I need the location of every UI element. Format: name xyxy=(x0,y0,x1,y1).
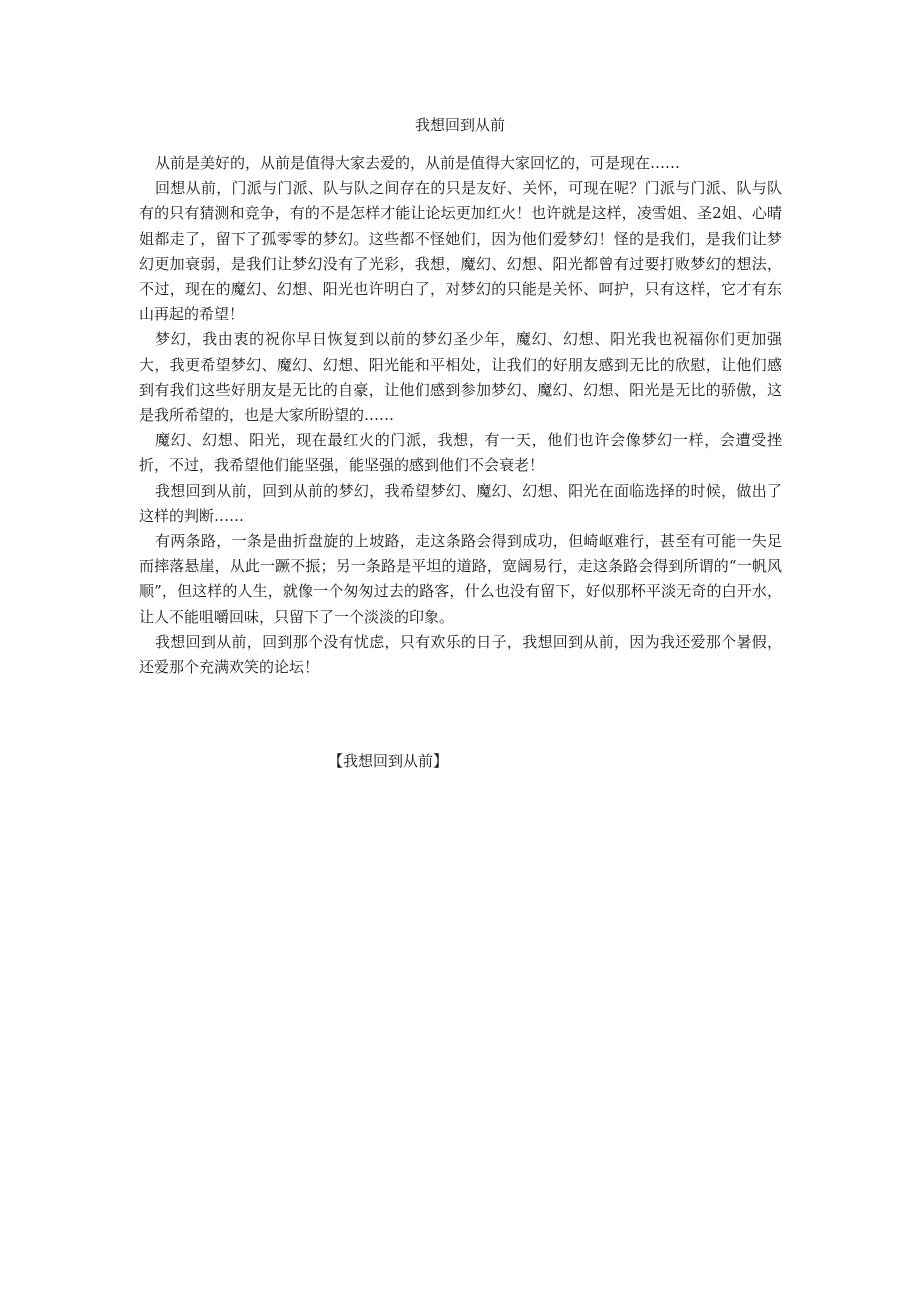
paragraph: 从前是美好的，从前是值得大家去爱的，从前是值得大家回忆的，可是现在…… xyxy=(155,154,681,172)
paragraph: 我想回到从前，回到从前的梦幻，我希望梦幻、魔幻、幻想、阳光在面临选择的时候，做出了这样的判断…… xyxy=(139,481,782,525)
paragraph: 回想从前，门派与门派、队与队之间存在的只是友好、关怀，可现在呢？门派与门派、队与队有的只有猜测和竞争，有的不是怎样才能让论坛更加红火！也许就是这样，凌雪姐、圣2姐、心晴姐都走了，留下了孤零零的梦幻。这些都不怪她们，因为他们爱梦幻！怪的是我们，是我们让梦幻更加衰弱，是我们让梦幻没有了光彩，我想，魔幻、幻想、阳光都曾有过要打败梦幻的想法，不过，现在的魔幻、幻想、阳光也许明白了，对梦幻的只能是关怀、呵护，只有这样，它才有东山再起的希望！ xyxy=(139,179,782,324)
document-title: 我想回到从前 xyxy=(414,116,505,134)
paragraph: 有两条路，一条是曲折盘旋的上坡路，走这条路会得到成功，但崎岖难行，甚至有可能一失足而摔落悬崖，从此一蹶不振；另一条路是平坦的道路，宽阔易行，走这条路会得到所谓的“一帆风顺”，但这样的人生，就像一个匆匆过去的路客，什么也没有留下，好似那杯平淡无奇的白开水，让人不能咀嚼回味，只留下了一个淡淡的印象。 xyxy=(139,532,782,626)
paragraph: 魔幻、幻想、阳光，现在最红火的门派，我想，有一天，他们也许会像梦幻一样，会遭受挫折，不过，我希望他们能坚强，能坚强的感到他们不会衰老！ xyxy=(139,431,782,475)
closing-title: 【我想回到从前】 xyxy=(328,752,449,770)
paragraph: 梦幻，我由衷的祝你早日恢复到以前的梦幻圣少年，魔幻、幻想、阳光我也祝福你们更加强大，我更希望梦幻、魔幻、幻想、阳光能和平相处，让我们的好朋友感到无比的欣慰，让他们感到有我们这些好朋友是无比的自豪，让他们感到参加梦幻、魔幻、幻想、阳光是无比的骄傲，这是我所希望的，也是大家所盼望的…… xyxy=(139,330,782,425)
document-body xyxy=(139,151,782,680)
paragraph: 我想回到从前，回到那个没有忧虑，只有欢乐的日子，我想回到从前，因为我还爱那个暑假，还爱那个充满欢笑的论坛！ xyxy=(139,632,782,677)
